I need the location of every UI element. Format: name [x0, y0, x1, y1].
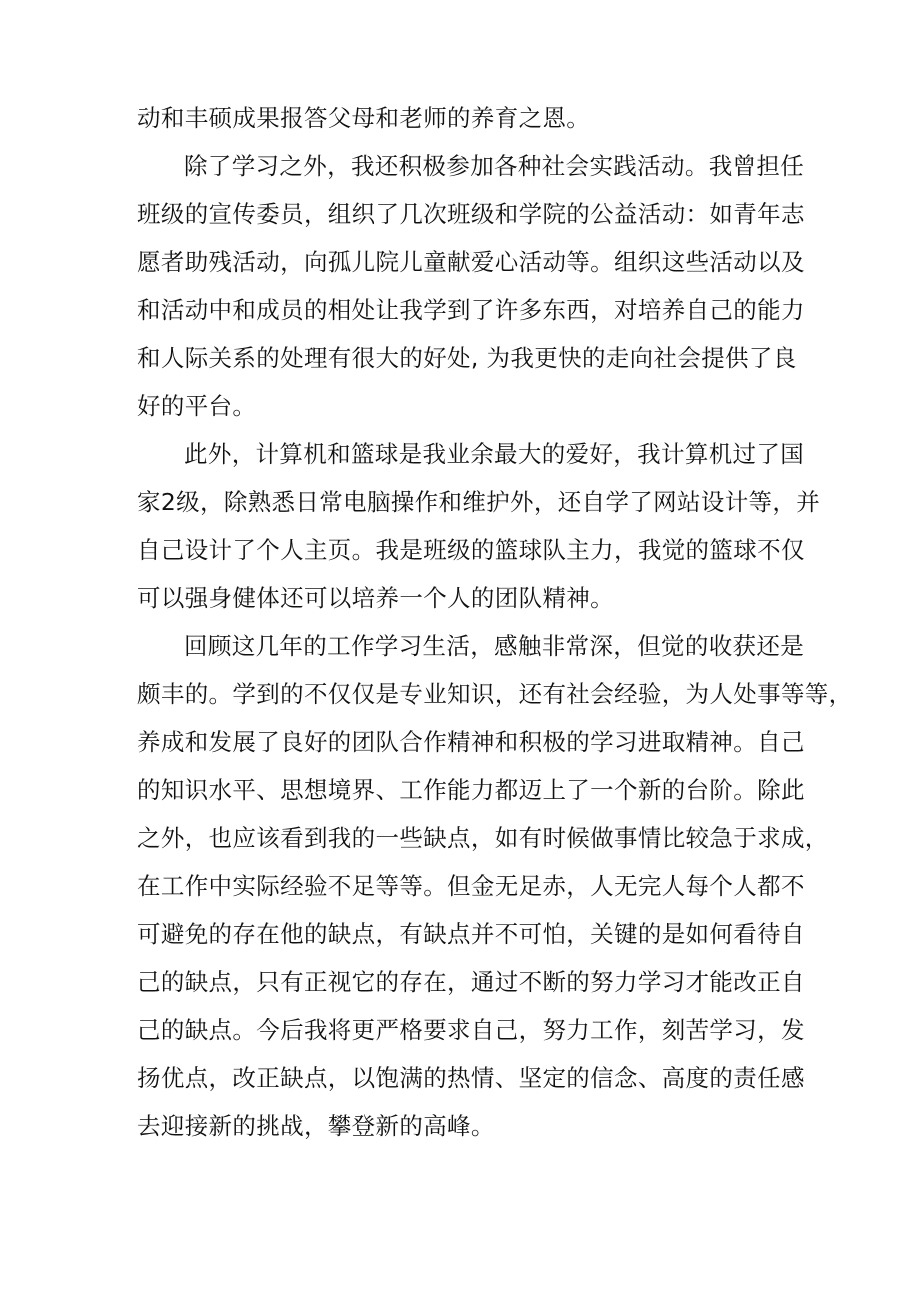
paragraph-3 [137, 430, 821, 622]
paragraph-line: 之外，也应该看到我的一些缺点，如有时候做事情比较急于求成， [137, 824, 829, 852]
paragraph-line: 愿者助残活动，向孤儿院儿童献爱心活动等。组织这些活动以及 [137, 248, 805, 276]
paragraph-line: 回顾这几年的工作学习生活，感触非常深，但觉的收获还是 [184, 632, 805, 660]
paragraph-line: 己的缺点，只有正视它的存在，通过不断的努力学习才能改正自 [137, 968, 805, 996]
paragraph-line: 和人际关系的处理有很大的好处, 为我更快的走向社会提供了良 [137, 344, 797, 372]
paragraph-line: 好的平台。 [137, 392, 257, 420]
paragraph-line: 和活动中和成员的相处让我学到了许多东西，对培养自己的能力 [137, 296, 805, 324]
paragraph-line: 在工作中实际经验不足等等。但金无足赤，人无完人每个人都不 [137, 872, 805, 900]
paragraph-line: 家2级，除熟悉日常电脑操作和维护外，还自学了网站设计等，并 [137, 488, 821, 516]
paragraph-line: 颇丰的。学到的不仅仅是专业知识，还有社会经验，为人处事等等， [137, 680, 853, 708]
paragraph-1 [137, 94, 797, 142]
paragraph-line: 扬优点，改正缺点，以饱满的热情、坚定的信念、高度的责任感 [137, 1064, 805, 1092]
paragraph-line: 的知识水平、思想境界、工作能力都迈上了一个新的台阶。除此 [137, 776, 805, 804]
paragraph-line: 可避免的存在他的缺点，有缺点并不可怕，关键的是如何看待自 [137, 920, 805, 948]
paragraph-line: 可以强身健体还可以培养一个人的团队精神。 [137, 584, 614, 612]
paragraph-line: 班级的宣传委员，组织了几次班级和学院的公益活动：如青年志 [137, 200, 805, 228]
paragraph-4 [137, 622, 853, 1150]
paragraph-line: 己的缺点。今后我将更严格要求自己，努力工作，刻苦学习，发 [137, 1016, 805, 1044]
paragraph-line: 养成和发展了良好的团队合作精神和积极的学习进取精神。自己 [137, 728, 805, 756]
document-body [137, 94, 853, 1150]
paragraph-line: 自己设计了个人主页。我是班级的篮球队主力，我觉的篮球不仅 [137, 536, 805, 564]
paragraph-line: 去迎接新的挑战，攀登新的高峰。 [137, 1112, 495, 1140]
paragraph-2 [137, 142, 805, 430]
paragraph-line: 此外，计算机和篮球是我业余最大的爱好，我计算机过了国 [184, 440, 805, 468]
paragraph-line: 除了学习之外，我还积极参加各种社会实践活动。我曾担任 [184, 152, 805, 180]
paragraph-line: 动和丰硕成果报答父母和老师的养育之恩。 [137, 104, 591, 132]
